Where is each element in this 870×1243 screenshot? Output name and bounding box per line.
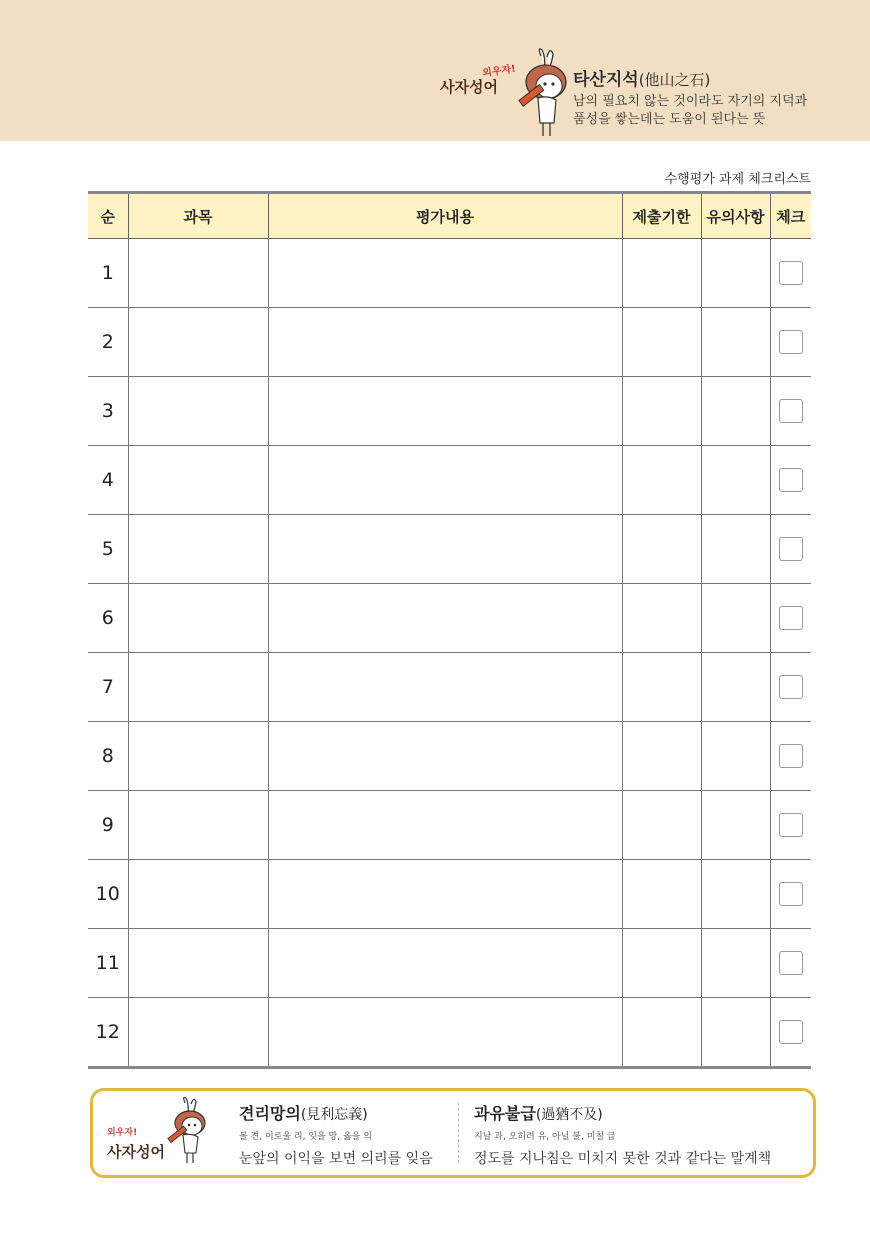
- idiom-desc-line2: 품성을 쌓는데는 도움이 된다는 뜻: [573, 112, 766, 127]
- check-cell: [770, 860, 811, 929]
- table-row: [88, 722, 811, 791]
- deadline-cell[interactable]: [622, 308, 701, 377]
- mascot-illustration: [438, 48, 568, 140]
- checkbox[interactable]: [779, 882, 803, 906]
- checkbox[interactable]: [779, 675, 803, 699]
- notes-cell[interactable]: [701, 722, 770, 791]
- subject-cell[interactable]: [128, 515, 268, 584]
- checkbox[interactable]: [779, 951, 803, 975]
- footer-idiom-1-name: 견리망의: [239, 1104, 301, 1123]
- mascot-small-illustration: [157, 1097, 213, 1167]
- table-row: [88, 791, 811, 860]
- checklist-table: [88, 191, 811, 1069]
- row-number: 11: [88, 929, 128, 998]
- check-cell: [770, 722, 811, 791]
- row-number: 12: [88, 998, 128, 1068]
- footer-brand-line2: 사자성어: [107, 1143, 165, 1161]
- table-row: [88, 377, 811, 446]
- check-cell: [770, 584, 811, 653]
- idiom-title: [573, 65, 807, 90]
- row-number: 4: [88, 446, 128, 515]
- subject-cell[interactable]: [128, 377, 268, 446]
- content-cell[interactable]: [268, 722, 622, 791]
- footer-divider: [458, 1103, 459, 1163]
- notes-cell[interactable]: [701, 239, 770, 308]
- table-row: [88, 515, 811, 584]
- footer-brand-line1: 외우자!: [107, 1128, 138, 1138]
- deadline-cell[interactable]: [622, 653, 701, 722]
- subject-cell[interactable]: [128, 791, 268, 860]
- deadline-cell[interactable]: [622, 377, 701, 446]
- footer-idiom-2-gloss: 지날 과, 오히려 유, 아닐 불, 미칠 급: [474, 1132, 616, 1142]
- check-cell: [770, 308, 811, 377]
- row-number: 1: [88, 239, 128, 308]
- checkbox[interactable]: [779, 606, 803, 630]
- table-row: [88, 653, 811, 722]
- brand-line2: 사자성어: [440, 78, 498, 96]
- checkbox[interactable]: [779, 330, 803, 354]
- table-row: [88, 308, 811, 377]
- footer-idiom-2: [474, 1101, 771, 1168]
- deadline-cell[interactable]: [622, 860, 701, 929]
- deadline-cell[interactable]: [622, 239, 701, 308]
- checkbox[interactable]: [779, 399, 803, 423]
- check-cell: [770, 377, 811, 446]
- notes-cell[interactable]: [701, 653, 770, 722]
- deadline-cell[interactable]: [622, 584, 701, 653]
- subject-cell[interactable]: [128, 929, 268, 998]
- subject-cell[interactable]: [128, 446, 268, 515]
- checkbox[interactable]: [779, 468, 803, 492]
- footer-idiom-1-hanja: (見利忘義): [300, 1107, 368, 1123]
- subject-cell[interactable]: [128, 653, 268, 722]
- subject-cell[interactable]: [128, 998, 268, 1068]
- table-row: [88, 584, 811, 653]
- content-cell[interactable]: [268, 515, 622, 584]
- footer-idiom-2-name: 과유불급: [474, 1104, 536, 1123]
- table-row: [88, 446, 811, 515]
- notes-cell[interactable]: [701, 377, 770, 446]
- check-cell: [770, 515, 811, 584]
- checkbox[interactable]: [779, 813, 803, 837]
- table-row: [88, 860, 811, 929]
- subject-cell[interactable]: [128, 239, 268, 308]
- subject-cell[interactable]: [128, 584, 268, 653]
- subject-cell[interactable]: [128, 722, 268, 791]
- footer-idiom-1-gloss: 볼 견, 이로울 리, 잊을 망, 옳을 의: [239, 1132, 372, 1142]
- footer-idiom-box: [90, 1088, 816, 1178]
- notes-cell[interactable]: [701, 446, 770, 515]
- notes-cell[interactable]: [701, 929, 770, 998]
- header-number: 순: [88, 193, 128, 239]
- footer-idiom-2-meaning: 정도를 지나침은 미치지 못한 것과 같다는 말계책: [474, 1151, 772, 1167]
- check-cell: [770, 446, 811, 515]
- header-notes: 유의사항: [701, 193, 770, 239]
- header-content: 평가내용: [268, 193, 622, 239]
- content-cell[interactable]: [268, 791, 622, 860]
- table-row: [88, 998, 811, 1068]
- content-cell[interactable]: [268, 860, 622, 929]
- row-number: 2: [88, 308, 128, 377]
- idiom-description: [573, 93, 807, 129]
- notes-cell[interactable]: [701, 860, 770, 929]
- content-cell[interactable]: [268, 239, 622, 308]
- check-cell: [770, 239, 811, 308]
- idiom-name: 타산지석: [573, 70, 639, 90]
- brand-line1: 외우자!: [481, 63, 517, 80]
- checkbox[interactable]: [779, 1020, 803, 1044]
- content-cell[interactable]: [268, 653, 622, 722]
- content-cell[interactable]: [268, 998, 622, 1068]
- content-cell[interactable]: [268, 929, 622, 998]
- row-number: 7: [88, 653, 128, 722]
- check-cell: [770, 929, 811, 998]
- row-number: 9: [88, 791, 128, 860]
- footer-idiom-2-title: [474, 1101, 771, 1124]
- row-number: 8: [88, 722, 128, 791]
- subject-cell[interactable]: [128, 308, 268, 377]
- notes-cell[interactable]: [701, 998, 770, 1068]
- notes-cell[interactable]: [701, 515, 770, 584]
- footer-idiom-1-title: [239, 1101, 433, 1124]
- footer-idiom-1-meaning: 눈앞의 이익을 보면 의리를 잊음: [239, 1151, 433, 1167]
- row-number: 3: [88, 377, 128, 446]
- subject-cell[interactable]: [128, 860, 268, 929]
- header-idiom: [573, 65, 807, 129]
- checkbox[interactable]: [779, 744, 803, 768]
- table-header-row: [88, 193, 811, 239]
- deadline-cell[interactable]: [622, 515, 701, 584]
- notes-cell[interactable]: [701, 584, 770, 653]
- deadline-cell[interactable]: [622, 722, 701, 791]
- deadline-cell[interactable]: [622, 929, 701, 998]
- header-subject: 과목: [128, 193, 268, 239]
- header-deadline: 제출기한: [622, 193, 701, 239]
- checkbox[interactable]: [779, 537, 803, 561]
- content-cell[interactable]: [268, 446, 622, 515]
- idiom-hanja: (他山之石): [638, 71, 711, 89]
- row-number: 6: [88, 584, 128, 653]
- table-row: [88, 239, 811, 308]
- footer-idiom-2-hanja: (過猶不及): [535, 1107, 603, 1123]
- check-cell: [770, 653, 811, 722]
- header-check: 체크: [770, 193, 811, 239]
- table-row: [88, 929, 811, 998]
- row-number: 5: [88, 515, 128, 584]
- footer-idiom-1: [239, 1101, 433, 1168]
- content-cell[interactable]: [268, 377, 622, 446]
- deadline-cell[interactable]: [622, 791, 701, 860]
- notes-cell[interactable]: [701, 308, 770, 377]
- deadline-cell[interactable]: [622, 446, 701, 515]
- row-number: 10: [88, 860, 128, 929]
- table-caption: 수행평가 과제 체크리스트: [664, 172, 811, 187]
- check-cell: [770, 791, 811, 860]
- idiom-desc-line1: 남의 필요치 않는 것이라도 자기의 지덕과: [573, 94, 808, 109]
- notes-cell[interactable]: [701, 791, 770, 860]
- content-cell[interactable]: [268, 308, 622, 377]
- checkbox[interactable]: [779, 261, 803, 285]
- check-cell: [770, 998, 811, 1068]
- content-cell[interactable]: [268, 584, 622, 653]
- deadline-cell[interactable]: [622, 998, 701, 1068]
